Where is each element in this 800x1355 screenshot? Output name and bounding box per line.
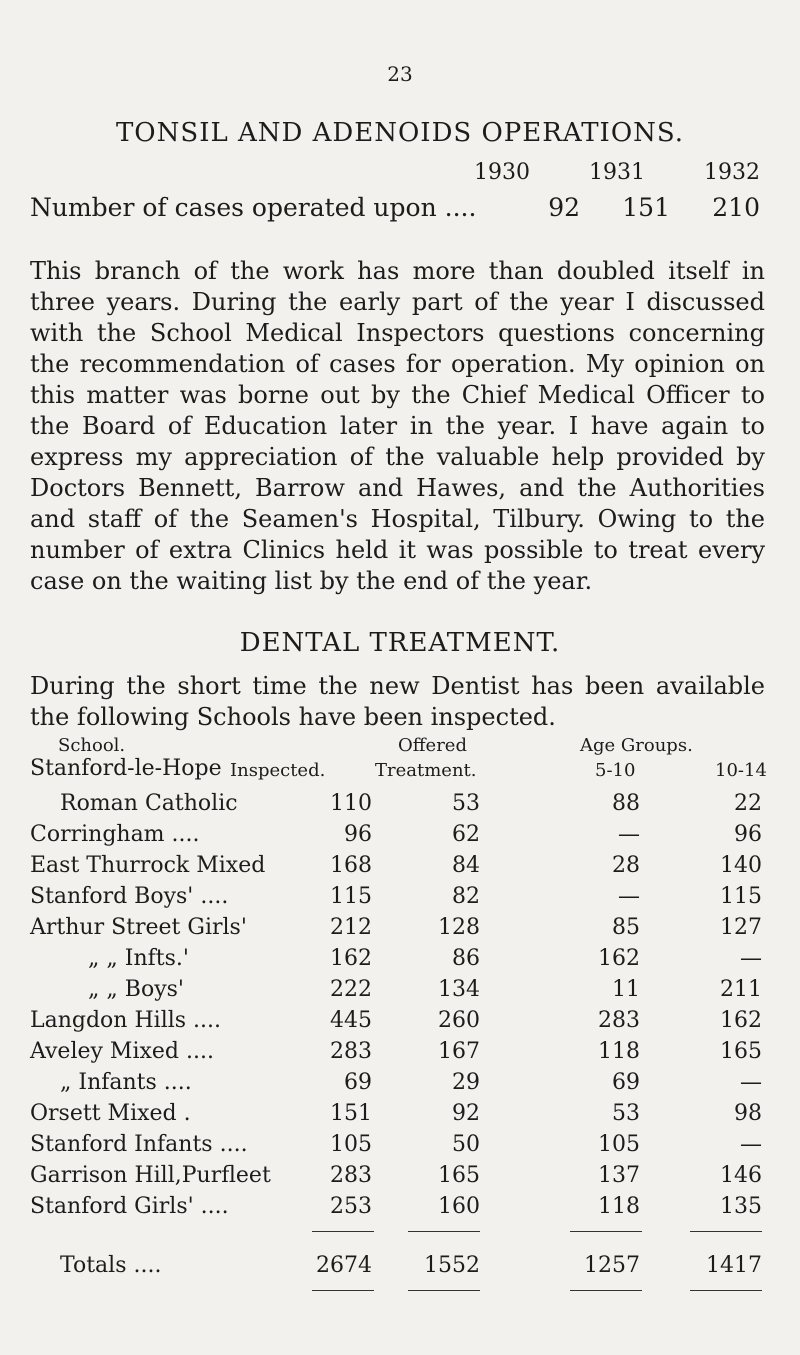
cell-age-10-14: — [740,1132,762,1157]
cell-school: Stanford Infants .... [30,1132,248,1157]
cell-offered: 160 [438,1194,480,1219]
totals-offered: 1552 [424,1253,480,1278]
header-school: School. [58,735,126,756]
totals-label: Totals .... [60,1253,162,1278]
cell-inspected: 283 [330,1163,372,1188]
cell-age-5-10: 105 [598,1132,640,1157]
operations-years [420,160,760,185]
table-row [0,1101,800,1131]
header-age-5-10: 5-10 [595,760,636,781]
cell-inspected: 222 [330,977,372,1002]
cell-age-10-14: 146 [720,1163,762,1188]
table-row [0,1008,800,1038]
cell-age-10-14: 135 [720,1194,762,1219]
cell-age-10-14: 115 [720,884,762,909]
cell-age-10-14: 140 [720,853,762,878]
cell-offered: 260 [438,1008,480,1033]
cell-inspected: 151 [330,1101,372,1126]
table-row [0,822,800,852]
cell-offered: 92 [452,1101,480,1126]
totals-row [0,1253,800,1283]
rule-age2-top [690,1231,762,1232]
header-inspected: Inspected. [230,760,326,781]
cell-age-5-10: 53 [612,1101,640,1126]
rule-age1-top [570,1231,642,1232]
table-row [0,1070,800,1100]
cell-age-10-14: 22 [734,791,762,816]
cell-age-5-10: — [618,822,640,847]
rule-inspected-top [312,1231,374,1232]
cell-inspected: 168 [330,853,372,878]
operations-row-label: Number of cases operated upon .... [30,193,477,222]
cell-inspected: 283 [330,1039,372,1064]
cell-age-5-10: 11 [612,977,640,1002]
cell-school: Garrison Hill,Purfleet [30,1163,271,1188]
cell-offered: 165 [438,1163,480,1188]
header-age-groups: Age Groups. [580,735,693,756]
cell-offered: 134 [438,977,480,1002]
cell-offered: 84 [452,853,480,878]
cell-offered: 50 [452,1132,480,1157]
cell-inspected: 96 [344,822,372,847]
cell-school: „ „ Infts.' [88,946,189,971]
cell-offered: 62 [452,822,480,847]
operations-paragraph: This branch of the work has more than doubled itself in three years. During the early part of the year I discussed with the School Medical Inspectors questions concerning the recommendation of cases for operation. My opinion on this matter was borne out by the Chief Medical Officer to the Board of Education later in the year. I have again to express my appreciation of the valuable help provided by Doctors Bennett, Barrow and Hawes, and the Authorities and staff of the Seamen's Hospital, Tilbury. Owing to the number of extra Clinics held it was possible to treat every case on the waiting list by the end of the year. [30,257,765,595]
cell-school: Stanford Girls' .... [30,1194,229,1219]
header-treatment: Treatment. [375,760,477,781]
cell-age-5-10: 85 [612,915,640,940]
cell-school: Stanford Boys' .... [30,884,229,909]
table-row [0,946,800,976]
cell-offered: 167 [438,1039,480,1064]
cell-school: Corringham .... [30,822,200,847]
cell-school: „ Infants .... [60,1070,192,1095]
cell-age-10-14: — [740,946,762,971]
cell-age-10-14: 96 [734,822,762,847]
rule-offered-top [408,1231,480,1232]
cell-age-5-10: 137 [598,1163,640,1188]
cell-age-10-14: — [740,1070,762,1095]
ops-value-1932: 210 [712,193,760,222]
cell-inspected: 105 [330,1132,372,1157]
table-row [0,1132,800,1162]
cell-age-10-14: 165 [720,1039,762,1064]
cell-inspected: 445 [330,1008,372,1033]
page-number: 23 [387,62,413,86]
totals-age-10-14: 1417 [706,1253,762,1278]
dental-heading: DENTAL TREATMENT. [239,628,561,658]
cell-offered: 53 [452,791,480,816]
cell-offered: 86 [452,946,480,971]
cell-age-5-10: 88 [612,791,640,816]
cell-inspected: 69 [344,1070,372,1095]
cell-offered: 128 [438,915,480,940]
cell-age-5-10: 162 [598,946,640,971]
cell-age-10-14: 162 [720,1008,762,1033]
table-row [0,1163,800,1193]
cell-age-5-10: 118 [598,1039,640,1064]
operations-heading: TONSIL AND ADENOIDS OPERATIONS. [115,118,685,148]
year-1932: 1932 [704,160,760,185]
year-1931: 1931 [589,160,645,185]
cell-inspected: 110 [330,791,372,816]
ops-value-1930: 92 [548,193,580,222]
cell-age-5-10: 69 [612,1070,640,1095]
cell-age-5-10: 283 [598,1008,640,1033]
cell-school: Roman Catholic [60,791,238,816]
rule-inspected-bottom [312,1290,374,1291]
cell-age-5-10: 118 [598,1194,640,1219]
cell-school: Arthur Street Girls' [30,915,247,940]
cell-school: East Thurrock Mixed [30,853,266,878]
table-row [0,1194,800,1224]
cell-school: Langdon Hills .... [30,1008,222,1033]
table-row [0,884,800,914]
year-1930: 1930 [474,160,530,185]
dental-intro: During the short time the new Dentist has been available the following Schools have been inspected. [30,672,765,731]
cell-age-5-10: — [618,884,640,909]
table-row [0,791,800,821]
table-row [0,915,800,945]
totals-inspected: 2674 [316,1253,372,1278]
rule-offered-bottom [408,1290,480,1291]
cell-offered: 82 [452,884,480,909]
cell-inspected: 115 [330,884,372,909]
rule-age1-bottom [570,1290,642,1291]
cell-age-10-14: 211 [720,977,762,1002]
ops-value-1931: 151 [622,193,670,222]
table-row [0,853,800,883]
table-row [0,1039,800,1069]
header-offered: Offered [398,735,467,756]
cell-school: Aveley Mixed .... [30,1039,214,1064]
cell-school: „ „ Boys' [88,977,184,1002]
header-school-sub: Stanford-le-Hope [30,756,222,781]
operations-row [30,193,760,222]
cell-school: Orsett Mixed . [30,1101,191,1126]
totals-age-5-10: 1257 [584,1253,640,1278]
cell-age-10-14: 98 [734,1101,762,1126]
cell-age-10-14: 127 [720,915,762,940]
cell-age-5-10: 28 [612,853,640,878]
rule-age2-bottom [690,1290,762,1291]
cell-offered: 29 [452,1070,480,1095]
header-age-10-14: 10-14 [715,760,767,781]
table-row [0,977,800,1007]
cell-inspected: 253 [330,1194,372,1219]
cell-inspected: 212 [330,915,372,940]
cell-inspected: 162 [330,946,372,971]
